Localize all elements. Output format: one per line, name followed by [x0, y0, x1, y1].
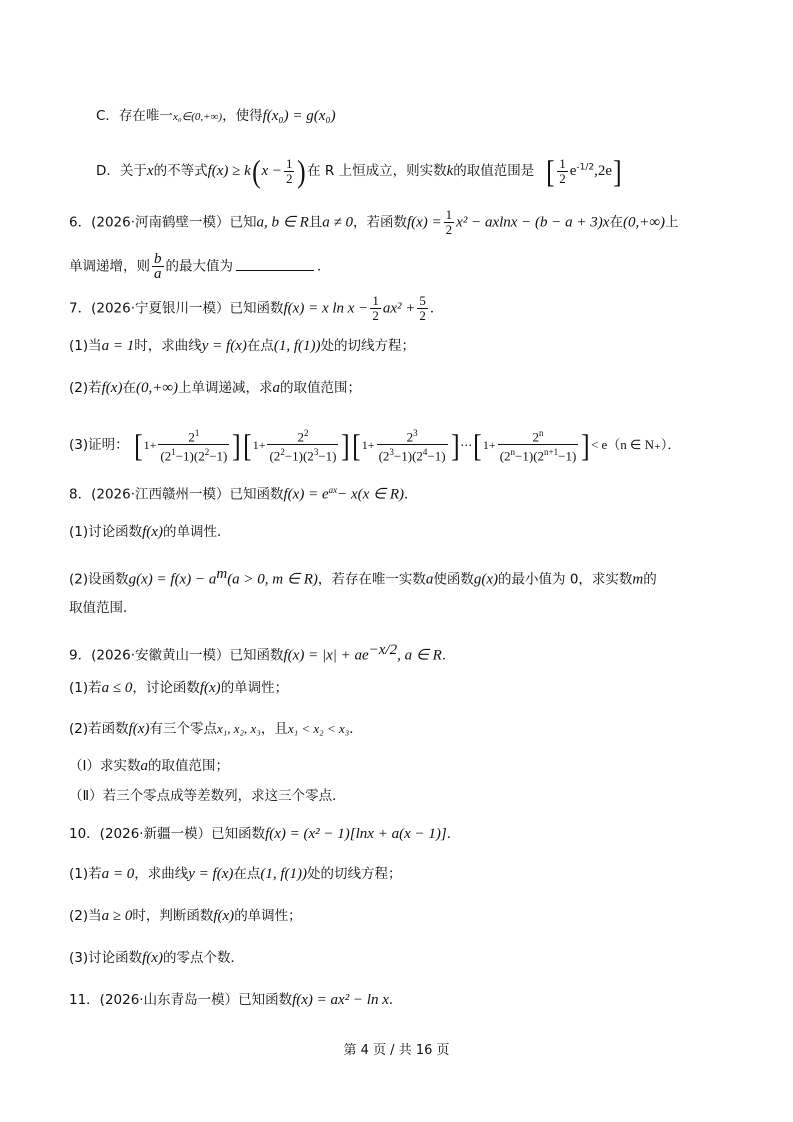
option-d: D．关于x的不等式f(x) ≥ k(x − $\frac{1}{2}$ )在 R 上恒成立，则实数k的取值范围是 [ $\frac{1}{2}$ $e^{-1/2},2e$]: [96, 153, 622, 189]
question-7-title: 7．(2026·宁夏银川一模）已知函数f(x) = x ln x − $\frac{1}{2}$ ax² + $\frac{5}{2}$ ．: [69, 293, 444, 323]
product-term-2: $\frac{2^2}{(2^2-1)(2^3-1)}$: [269, 428, 337, 464]
question-9-sub-i: （Ⅰ）求实数a的取值范围；: [69, 758, 229, 774]
question-8-part-1: (1)讨论函数f(x)的单调性．: [69, 524, 231, 540]
question-7-part-3: (3)证明： [1+ $\frac{2^1}{(2^1-1)(2^2-1)}$ ][1+ $\frac{2^2}{(2^2-1)(2^3-1)}$ ][1+ $\frac{2^3}{(2^3-1)(2^4-1)}$ ]⋯[1+ $\frac{2^n}{(2^n-1)(2^{n+1}-1)}$ ]< e（n ∈ N₊）．: [69, 426, 681, 464]
question-9-title: 9．(2026·安徽黄山一模）已知函数$f(x) = |x| + ae^{-x/2}$, a ∈ R．: [69, 642, 456, 664]
question-6-line-1: 6．(2026·河南鹤壁一模）已知a, b ∈ R且a ≠ 0，若函数f(x) = $\frac{1}{2}$ x² − axlnx − (b − a + 3)x在(0,+∞)上: [69, 207, 679, 237]
question-8-part-2: (2)设函数$g(x) = f(x) - a^m(a > 0$, m ∈ R)，若存在唯一实数a使函数g(x)的最小值为 0，求实数m的: [69, 566, 657, 588]
range-fraction: $\frac{1}{2}$: [559, 155, 566, 186]
equation-math: f(x₀) = g(x₀): [262, 108, 336, 124]
condition-math: x₀∈(0,+∞): [172, 111, 223, 123]
question-7-part-2: (2)若f(x)在(0,+∞)上单调递减，求a的取值范围；: [69, 380, 362, 396]
question-9-part-2: (2)若函数f(x)有三个零点x₁, x₂, x₃，且x₁ < x₂ < x₃．: [69, 721, 363, 737]
question-10-part-1: (1)若a = 0，求曲线y = f(x)在点(1, f(1))处的切线方程；: [69, 866, 402, 882]
question-9-part-1: (1)若a ≤ 0，讨论函数f(x)的单调性；: [69, 680, 289, 696]
fraction: $\frac{1}{2}$: [285, 155, 293, 186]
product-term-3: $\frac{2^3}{(2^3-1)(2^4-1)}$: [378, 428, 446, 464]
answer-blank[interactable]: [236, 256, 314, 271]
question-7-part-1: (1)当a = 1时，求曲线y = f(x)在点(1, f(1))处的切线方程；: [69, 338, 416, 354]
question-6-line-2: 单调递增，则 $\frac{b}{a}$ 的最大值为 ．: [69, 251, 331, 282]
question-10-part-3: (3)讨论函数f(x)的零点个数．: [69, 950, 244, 966]
question-9-sub-ii: （Ⅱ）若三个零点成等差数列，求这三个零点．: [69, 788, 346, 804]
question-8-title: 8．(2026·江西赣州一模）已知函数$f(x) = e^{ax}- x(x$ ∈ R)．: [69, 485, 418, 503]
question-8-part-2-cont: 取值范围．: [69, 600, 137, 616]
question-11-title: 11．(2026·山东青岛一模）已知函数f(x) = ax² − ln x．: [69, 992, 403, 1008]
product-term-n: $\frac{2^n}{(2^n-1)(2^{n+1}-1)}$: [499, 428, 577, 464]
page-number: 第 4 页 / 共 16 页: [343, 1043, 450, 1058]
option-c: C．存在唯一x₀∈(0,+∞)，使得f(x₀) = g(x₀): [96, 108, 336, 124]
inequality-math: f(x) ≥ k: [207, 163, 251, 179]
question-10-part-2: (2)当a ≥ 0时，判断函数f(x)的单调性；: [69, 908, 302, 924]
question-10-title: 10．(2026·新疆一模）已知函数f(x) = (x² − 1)[lnx + a(x − 1)]．: [69, 826, 461, 842]
fraction-b-over-a: $\frac{b}{a}$: [154, 251, 162, 282]
product-term-1: $\frac{2^1}{(2^1-1)(2^2-1)}$: [160, 428, 228, 464]
